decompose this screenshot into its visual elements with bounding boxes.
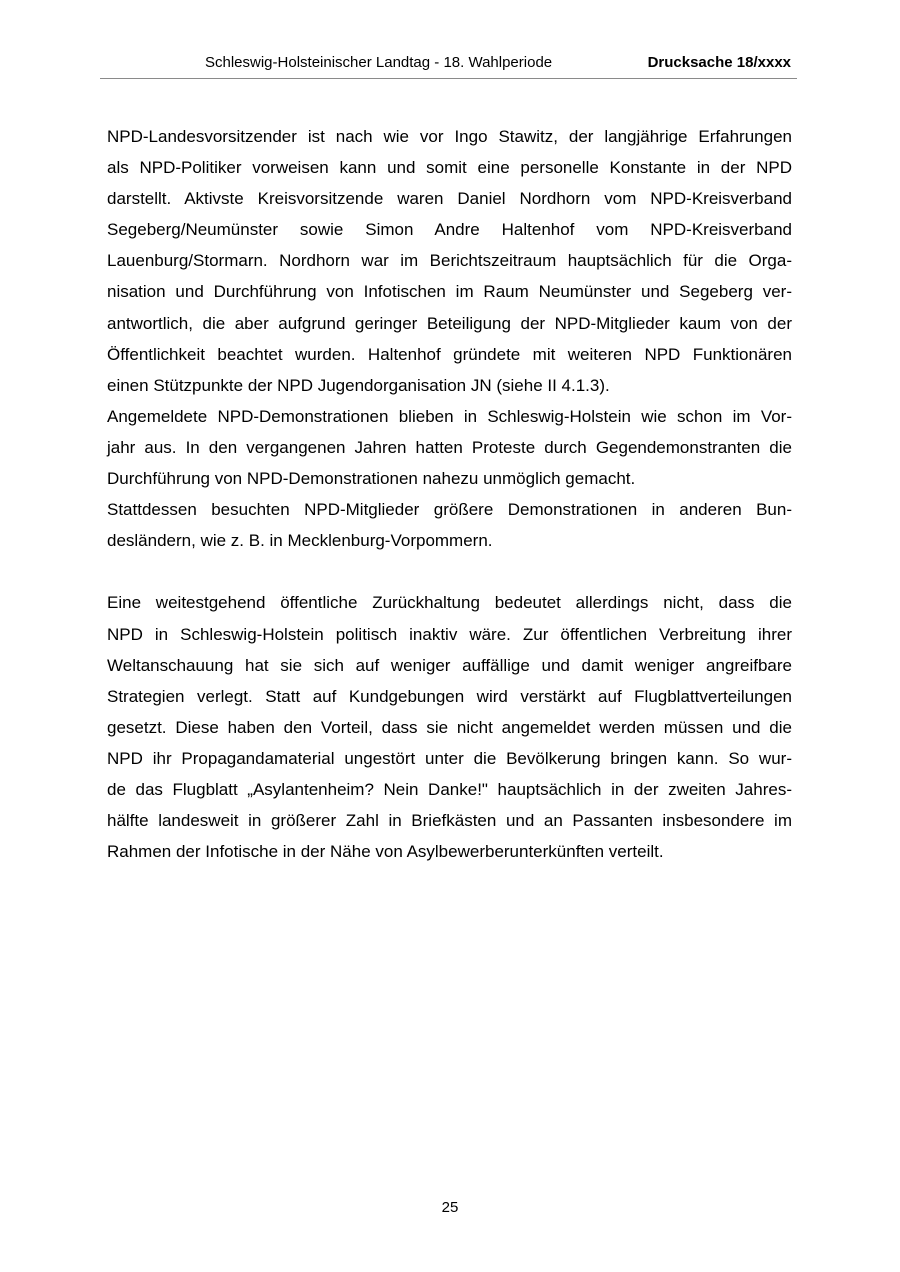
paragraph-spacer [107, 556, 792, 587]
text-line: darstellt. Aktivste Kreisvorsitzende waren Daniel Nordhorn vom NPD-Kreisverband [107, 189, 792, 209]
text-line: Strategien verlegt. Statt auf Kundgebungen wird verstärkt auf Flugblattverteilungen [107, 686, 792, 706]
text-line: hälfte landesweit in größerer Zahl in Briefkästen und an Passanten insbesondere im [107, 811, 792, 831]
paragraph-2 [107, 401, 792, 494]
text-line: NPD-Landesvorsitzender ist nach wie vor Ingo Stawitz, der langjährige Erfahrungen [107, 127, 792, 146]
page-header [100, 50, 797, 79]
text-line: Weltanschauung hat sie sich auf weniger auffällige und damit weniger angreifbare [107, 655, 792, 675]
text-line: gesetzt. Diese haben den Vorteil, dass sie nicht angemeldet werden müssen und die [107, 717, 792, 737]
document-number: Drucksache 18/xxxx [647, 54, 791, 71]
text-line: einen Stützpunkte der NPD Jugendorganisation JN (siehe II 4.1.3). [107, 375, 610, 395]
text-line: desländern, wie z. B. in Mecklenburg-Vorpommern. [107, 531, 493, 551]
text-line: de das Flugblatt „Asylantenheim? Nein Danke!" hauptsächlich in der zweiten Jahres- [107, 779, 792, 799]
text-line: Segeberg/Neumünster sowie Simon Andre Haltenhof vom NPD-Kreisverband [107, 220, 792, 240]
paragraph-1 [107, 121, 792, 401]
paragraph-3 [107, 494, 792, 556]
text-line: Stattdessen besuchten NPD-Mitglieder größere Demonstrationen in anderen Bun- [107, 500, 792, 520]
text-line: Öffentlichkeit beachtet wurden. Haltenhof gründete mit weiteren NPD Funktionären [107, 344, 792, 364]
text-line: Eine weitestgehend öffentliche Zurückhaltung bedeutet allerdings nicht, dass die [107, 593, 792, 613]
text-line: NPD in Schleswig-Holstein politisch inaktiv wäre. Zur öffentlichen Verbreitung ihrer [107, 624, 792, 644]
header-title: Schleswig-Holsteinischer Landtag - 18. Wahlperiode [205, 54, 553, 71]
text-line: Durchführung von NPD-Demonstrationen nahezu unmöglich gemacht. [107, 469, 636, 489]
text-line: als NPD-Politiker vorweisen kann und somit eine personelle Konstante in der NPD [107, 158, 792, 178]
text-line: nisation und Durchführung von Infotischen im Raum Neumünster und Segeberg ver- [107, 282, 792, 302]
body-text [107, 121, 792, 867]
text-line: Lauenburg/Stormarn. Nordhorn war im Berichtszeitraum hauptsächlich für die Orga- [107, 251, 792, 271]
text-line: Rahmen der Infotische in der Nähe von Asylbewerberunterkünften verteilt. [107, 842, 664, 862]
page-number: 25 [441, 1199, 459, 1216]
paragraph-4 [107, 587, 792, 867]
text-line: Angemeldete NPD-Demonstrationen blieben in Schleswig-Holstein wie schon im Vor- [107, 406, 792, 426]
text-line: jahr aus. In den vergangenen Jahren hatten Proteste durch Gegendemonstranten die [107, 437, 792, 457]
text-line: NPD ihr Propagandamaterial ungestört unter die Bevölkerung bringen kann. So wur- [107, 748, 792, 768]
text-line: antwortlich, die aber aufgrund geringer Beteiligung der NPD-Mitglieder kaum von der [107, 313, 792, 333]
